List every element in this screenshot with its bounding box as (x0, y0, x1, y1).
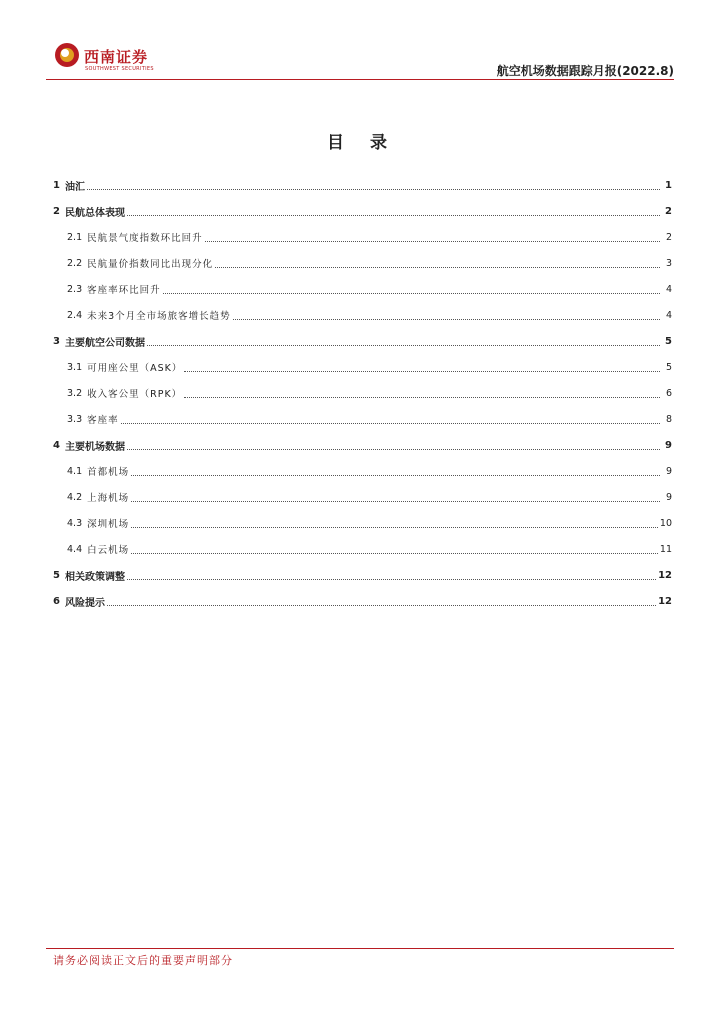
toc-entry-section[interactable] (53, 406, 672, 432)
toc-entry-title: 民航总体表现 (64, 207, 125, 219)
toc-entry-page: 3 (665, 257, 672, 269)
toc-entry-title: 风险提示 (64, 597, 105, 609)
toc-entry-title: 上海机场 (87, 493, 130, 504)
toc-entry-number: 3.3 (67, 413, 83, 425)
footer-disclaimer: 请务必阅读正文后的重要声明部分 (53, 954, 233, 967)
toc-heading: 目 录 (327, 133, 397, 153)
toc-entry-chapter[interactable] (53, 432, 672, 458)
toc-entry-number: 6 (53, 595, 60, 607)
header-divider (46, 79, 674, 80)
toc-entry-number: 4.4 (67, 543, 83, 555)
toc-entry-number: 4.1 (67, 465, 83, 477)
toc-entry-page: 12 (658, 569, 672, 581)
toc-entry-section[interactable] (53, 510, 672, 536)
toc-entry-title: 首都机场 (87, 467, 130, 478)
toc-entry-number: 5 (53, 569, 60, 581)
toc-entry-page: 9 (665, 491, 672, 503)
toc-entry-page: 9 (665, 439, 672, 451)
toc-entry-page: 4 (665, 309, 672, 321)
toc-dot-leader (131, 553, 658, 554)
toc-entry-page: 2 (665, 205, 672, 217)
toc-entry-title: 未来3个月全市场旅客增长趋势 (87, 311, 231, 322)
toc-entry-number: 1 (53, 179, 60, 191)
toc-entry-title: 相关政策调整 (64, 571, 125, 583)
toc-entry-section[interactable] (53, 458, 672, 484)
toc-entry-title: 收入客公里（RPK） (87, 389, 183, 400)
toc-entry-chapter[interactable] (53, 562, 672, 588)
toc-entry-page: 5 (665, 361, 672, 373)
toc-dot-leader (121, 423, 660, 424)
toc-entry-number: 4.3 (67, 517, 83, 529)
toc-dot-leader (233, 319, 660, 320)
company-logo (54, 40, 164, 80)
toc-dot-leader (131, 527, 658, 528)
toc-entry-number: 2 (53, 205, 60, 217)
toc-entry-number: 2.2 (67, 257, 83, 269)
toc-entry-title: 客座率环比回升 (87, 285, 161, 296)
toc-entry-page: 2 (665, 231, 672, 243)
toc-entry-title: 白云机场 (87, 545, 130, 556)
toc-entry-section[interactable] (53, 484, 672, 510)
toc-dot-leader (127, 579, 656, 580)
toc-entry-page: 1 (665, 179, 672, 191)
toc-entry-chapter[interactable] (53, 328, 672, 354)
table-of-contents (53, 172, 672, 614)
logo-chinese-name: 西南证券 (84, 48, 149, 66)
toc-entry-page: 4 (665, 283, 672, 295)
toc-entry-title: 深圳机场 (87, 519, 130, 530)
toc-entry-section[interactable] (53, 224, 672, 250)
toc-entry-page: 11 (659, 543, 672, 555)
toc-entry-number: 3.1 (67, 361, 83, 373)
toc-entry-number: 2.1 (67, 231, 83, 243)
toc-entry-chapter[interactable] (53, 198, 672, 224)
toc-entry-number: 4.2 (67, 491, 83, 503)
toc-entry-title: 民航景气度指数环比回升 (87, 233, 203, 244)
toc-dot-leader (131, 501, 660, 502)
logo-emblem-icon (54, 42, 80, 68)
toc-entry-section[interactable] (53, 380, 672, 406)
toc-entry-title: 油汇 (64, 181, 85, 193)
toc-entry-section[interactable] (53, 302, 672, 328)
toc-entry-page: 8 (665, 413, 672, 425)
toc-entry-page: 10 (659, 517, 672, 529)
toc-entry-section[interactable] (53, 536, 672, 562)
toc-dot-leader (184, 397, 660, 398)
logo-english-name: SOUTHWEST SECURITIES (85, 66, 154, 72)
toc-entry-number: 2.3 (67, 283, 83, 295)
toc-entry-number: 4 (53, 439, 60, 451)
toc-entry-number: 3.2 (67, 387, 83, 399)
toc-entry-title: 民航量价指数同比出现分化 (87, 259, 214, 270)
toc-dot-leader (215, 267, 660, 268)
toc-entry-page: 6 (665, 387, 672, 399)
toc-dot-leader (163, 293, 660, 294)
toc-entry-section[interactable] (53, 354, 672, 380)
toc-dot-leader (131, 475, 660, 476)
toc-entry-title: 主要航空公司数据 (64, 337, 145, 349)
toc-entry-number: 3 (53, 335, 60, 347)
toc-entry-page: 12 (658, 595, 672, 607)
toc-entry-chapter[interactable] (53, 588, 672, 614)
toc-entry-title: 客座率 (87, 415, 119, 426)
toc-entry-page: 9 (665, 465, 672, 477)
report-title: 航空机场数据跟踪月报(2022.8) (496, 64, 674, 78)
toc-entry-page: 5 (665, 335, 672, 347)
page-header (54, 40, 674, 82)
toc-dot-leader (87, 189, 660, 190)
toc-entry-number: 2.4 (67, 309, 83, 321)
toc-entry-section[interactable] (53, 250, 672, 276)
footer-divider (46, 948, 674, 949)
toc-dot-leader (127, 449, 660, 450)
toc-dot-leader (107, 605, 656, 606)
toc-entry-section[interactable] (53, 276, 672, 302)
toc-entry-chapter[interactable] (53, 172, 672, 198)
toc-entry-title: 主要机场数据 (64, 441, 125, 453)
toc-entry-title: 可用座公里（ASK） (87, 363, 183, 374)
toc-dot-leader (205, 241, 660, 242)
toc-dot-leader (184, 371, 660, 372)
toc-dot-leader (127, 215, 660, 216)
toc-dot-leader (147, 345, 660, 346)
